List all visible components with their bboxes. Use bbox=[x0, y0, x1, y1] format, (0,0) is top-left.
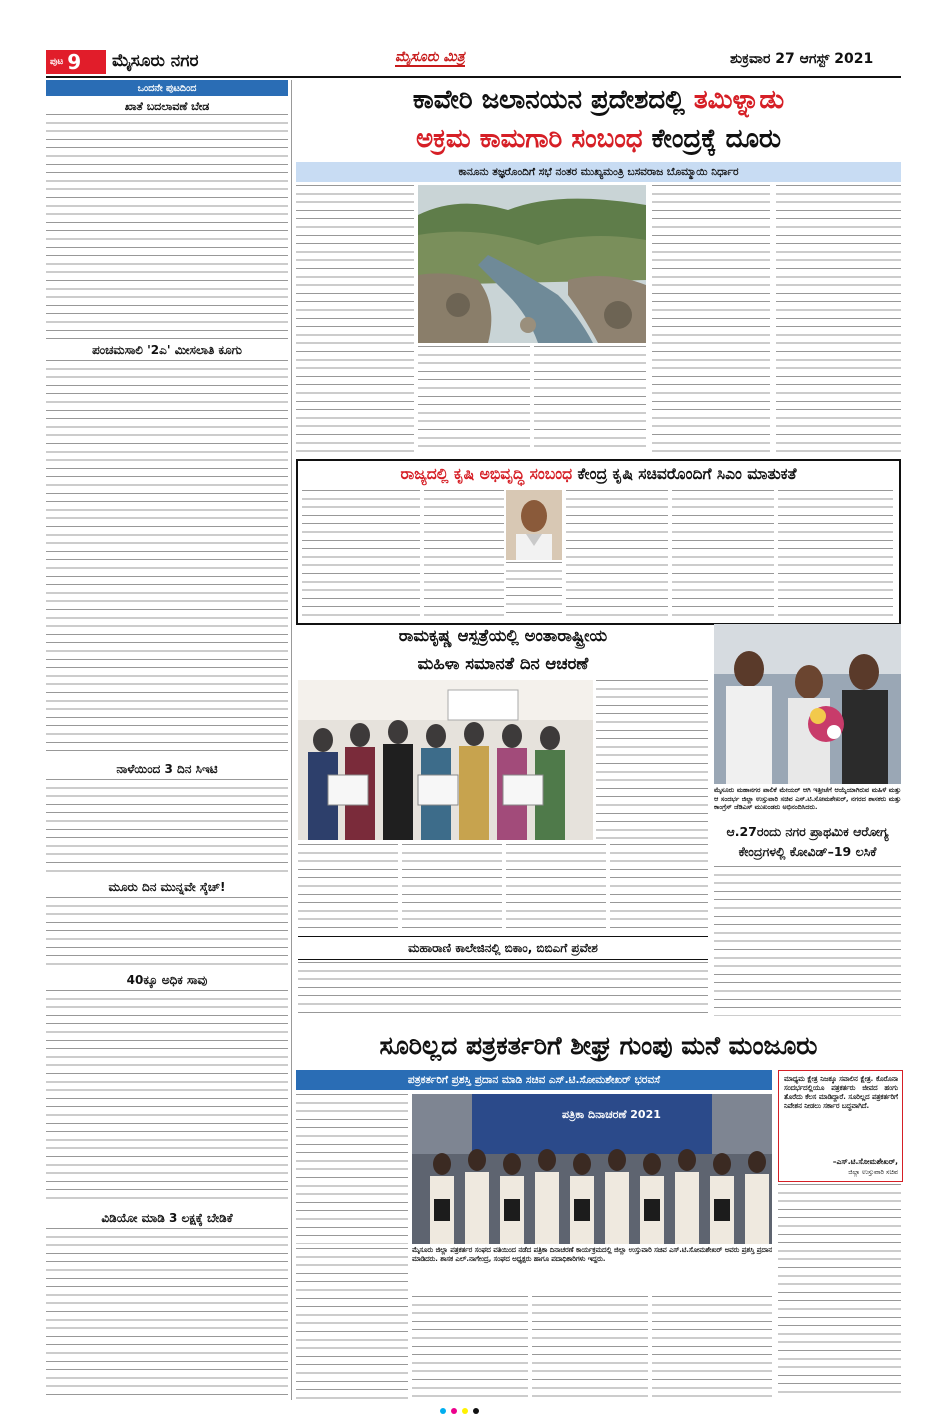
lead-headline-part: ಕಾವೇರಿ ಜಲಾನಯನ ಪ್ರದೇಶದಲ್ಲಿ bbox=[412, 85, 685, 115]
story-headline: ಪಂಚಮಸಾಲಿ '2ಎ' ಮೀಸಲಾತಿ ಕೂಗು bbox=[92, 343, 242, 357]
hospital-headline-line2: ಮಹಿಳಾ ಸಮಾನತೆ ದಿನ ಆಚರಣೆ bbox=[417, 654, 589, 673]
college-story-body bbox=[298, 962, 708, 1018]
agri-story-col6 bbox=[778, 490, 893, 616]
river-photo bbox=[418, 185, 646, 343]
hospital-story-col1 bbox=[596, 680, 708, 840]
lead-headline-highlight: ಅಕ್ರಮ ಕಾಮಗಾರಿ ಸಂಬಂಧ bbox=[416, 124, 643, 154]
agri-story-col1 bbox=[302, 490, 420, 616]
minister-quote-attribution: –ಎಸ್.ಟಿ.ಸೋಮಶೇಖರ್, bbox=[832, 1157, 898, 1166]
continued-label: ಒಂದನೇ ಪುಟದಿಂದ bbox=[137, 82, 197, 94]
journalist-story-col4 bbox=[532, 1296, 648, 1400]
story-body bbox=[46, 1228, 288, 1400]
river-photo-art bbox=[418, 185, 646, 343]
award-ceremony-photo bbox=[412, 1094, 772, 1244]
hospital-story-col2 bbox=[298, 844, 398, 932]
story-body bbox=[46, 990, 288, 1205]
story-body bbox=[46, 114, 288, 339]
print-color-marks bbox=[440, 1408, 510, 1416]
journalist-story-col2 bbox=[296, 1248, 408, 1400]
column-divider bbox=[291, 80, 292, 1400]
story-body bbox=[46, 779, 288, 874]
story-body bbox=[46, 360, 288, 755]
agri-story-col3 bbox=[506, 562, 562, 616]
story-headline: ಮೂರು ದಿನ ಮುನ್ನವೇ ಸ್ಕೆಚ್! bbox=[108, 880, 226, 894]
vaccine-headline-line1: ಆ.27ರಂದು ನಗರ ಪ್ರಾಥಮಿಕ ಆರೋಗ್ಯ bbox=[726, 824, 889, 839]
cm-portrait-art bbox=[506, 490, 562, 560]
lead-subheadline: ಕಾನೂನು ತಜ್ಞರೊಂದಿಗೆ ಸಭೆ ನಂತರ ಮುಖ್ಯಮಂತ್ರಿ ಬಸವರಾಜ ಬೊಮ್ಮಾಯಿ ನಿರ್ಧಾರ bbox=[458, 165, 739, 178]
lead-story-col2 bbox=[418, 346, 530, 454]
award-photo-caption: ಮೈಸೂರು ಜಿಲ್ಲಾ ಪತ್ರಕರ್ತರ ಸಂಘದ ವತಿಯಿಂದ ನಡೆದ ಪತ್ರಿಕಾ ದಿನಾಚರಣೆ ಕಾರ್ಯಕ್ರಮದಲ್ಲಿ ಜಿಲ್ಲಾ ಉಸ್ತುವಾರಿ ಸಚಿವ ಎಸ್.ಟಿ.ಸೋಮಶೇಖರ್ ಅವರು ಪ್ರಶಸ್ತಿ ಪ್ರದಾನ ಮಾಡಿದರು. ಶಾಸಕ ಎಲ್.ನಾಗೇಂದ್ರ, ಸಂಘದ ಅಧ್ಯಕ್ಷರು ಹಾಗೂ ಪದಾಧಿಕಾರಿಗಳು ಇದ್ದರು. bbox=[412, 1246, 772, 1263]
lead-story-col4 bbox=[652, 185, 770, 455]
lead-headline-line2 bbox=[296, 118, 901, 160]
hospital-event-art bbox=[298, 680, 593, 840]
college-headline: ಮಹಾರಾಣಿ ಕಾಲೇಜಿನಲ್ಲಿ ಬಿಕಾಂ, ಬಿಬಿಎಗೆ ಪ್ರವೇಶ bbox=[408, 940, 598, 955]
minister-quote-box bbox=[778, 1070, 903, 1182]
minister-quote-title: ಜಿಲ್ಲಾ ಉಸ್ತುವಾರಿ ಸಚಿವ bbox=[848, 1168, 898, 1176]
college-headline-bar bbox=[298, 936, 708, 960]
vaccine-headline-line2: ಕೇಂದ್ರಗಳಲ್ಲಿ ಕೋವಿಡ್–19 ಲಸಿಕೆ bbox=[738, 844, 877, 859]
masthead-logo: ಮೈಸೂರು ಮಿತ್ರ bbox=[395, 49, 465, 65]
agri-headline bbox=[298, 461, 899, 487]
journalist-subheadline: ಪತ್ರಕರ್ತರಿಗೆ ಪ್ರಶಸ್ತಿ ಪ್ರದಾನ ಮಾಡಿ ಸಚಿವ ಎಸ್.ಟಿ.ಸೋಮಶೇಖರ್ ಭರವಸೆ bbox=[407, 1073, 661, 1086]
lead-subheadline-bar bbox=[296, 162, 901, 182]
continued-label-bar bbox=[46, 80, 288, 96]
hospital-headline-line1: ರಾಮಕೃಷ್ಣ ಆಸ್ಪತ್ರೆಯಲ್ಲಿ ಅಂತಾರಾಷ್ಟ್ರೀಯ bbox=[398, 626, 608, 645]
journalist-story-col1 bbox=[296, 1094, 408, 1244]
agri-headline-part: ಕೇಂದ್ರ ಕೃಷಿ ಸಚಿವರೊಂದಿಗೆ ಸಿಎಂ ಮಾತುಕತೆ bbox=[577, 465, 797, 483]
header-rule bbox=[46, 76, 901, 78]
mayor-felicitation-art bbox=[714, 624, 901, 784]
hospital-event-photo bbox=[298, 680, 593, 840]
agri-story-col2 bbox=[424, 490, 504, 616]
story-body bbox=[46, 897, 288, 969]
vaccine-story-body bbox=[714, 866, 901, 1016]
agri-headline-highlight: ರಾಜ್ಯದಲ್ಲಿ ಕೃಷಿ ಅಭಿವೃದ್ಧಿ ಸಂಬಂಧ bbox=[400, 465, 573, 483]
issue-date: ಶುಕ್ರವಾರ 27 ಆಗಸ್ಟ್ 2021 bbox=[730, 51, 874, 67]
lead-headline-highlight: ತಮಿಳ್ನಾಡು bbox=[693, 85, 785, 115]
lead-headline-part: ಕೇಂದ್ರಕ್ಕೆ ದೂರು bbox=[651, 124, 781, 154]
lead-story-col3 bbox=[534, 346, 646, 454]
journalist-story-col5 bbox=[652, 1296, 772, 1400]
minister-quote-text: ಮಾಧ್ಯಮ ಕ್ಷೇತ್ರ ನಿಜಕ್ಕೂ ಸವಾಲಿನ ಕ್ಷೇತ್ರ. ಕೊರೊನಾ ಸಂದರ್ಭದಲ್ಲಿಯೂ ಪತ್ರಕರ್ತರು ಜೀವದ ಹಂಗು ತೊರೆದು ಕೆಲಸ ಮಾಡಿದ್ದಾರೆ. ಸೂರಿಲ್ಲದ ಪತ್ರಕರ್ತರಿಗೆ ನಿವೇಶನ ನೀಡಲು ಸರ್ಕಾರ ಬದ್ಧವಾಗಿದೆ. bbox=[784, 1075, 898, 1110]
journalist-story-col6 bbox=[778, 1184, 901, 1400]
page-number-box bbox=[46, 50, 106, 74]
award-banner-text: ಪತ್ರಿಕಾ ದಿನಾಚರಣೆ 2021 bbox=[562, 1108, 661, 1121]
page-number: 9 bbox=[67, 50, 82, 74]
lead-story-col5 bbox=[776, 185, 901, 455]
hospital-story-col3 bbox=[402, 844, 502, 932]
lead-headline-line1 bbox=[296, 80, 901, 120]
story-headline: ವಿಡಿಯೋ ಮಾಡಿ 3 ಲಕ್ಷಕ್ಕೆ ಬೇಡಿಕೆ bbox=[101, 1211, 233, 1225]
hospital-story-col5 bbox=[610, 844, 708, 932]
agri-story-col5 bbox=[672, 490, 774, 616]
page-label: ಪುಟ bbox=[50, 57, 64, 67]
journalist-story-col3 bbox=[412, 1296, 528, 1400]
story-headline: ನಾಳೆಯಿಂದ 3 ದಿನ ಸಿಇಟಿ bbox=[116, 762, 218, 776]
mayor-photo-caption: ಮೈಸೂರು ಮಹಾನಗರ ಪಾಲಿಕೆ ಮೇಯರ್ ಆಗಿ ಇತ್ತೀಚೆಗೆ ಆಯ್ಕೆಯಾಗಿರುವ ಮಹಿಳೆ ಮತ್ತು ಆ ಸಂದರ್ಭ ಜಿಲ್ಲಾ ಉಸ್ತುವಾರಿ ಸಚಿವ ಎಸ್.ಟಿ.ಸೋಮಶೇಖರ್, ನಗರದ ಶಾಸಕರು ಮತ್ತು ಕಾಂಗ್ರೆಸ್ ಜೆಡಿಎಸ್ ಮುಖಂಡರು ಅಭಿನಂದಿಸಿದರು. bbox=[714, 786, 901, 811]
agri-story-col4 bbox=[566, 490, 668, 616]
lead-story-col1 bbox=[296, 185, 414, 455]
story-headline: ಖಾತೆ ಬದಲಾವಣೆ ಬೇಡ bbox=[124, 100, 210, 113]
hospital-story-col4 bbox=[506, 844, 606, 932]
mayor-felicitation-photo bbox=[714, 624, 901, 784]
cm-portrait-photo bbox=[506, 490, 562, 560]
journalist-subheadline-bar bbox=[296, 1070, 772, 1090]
journalist-headline: ಸೂರಿಲ್ಲದ ಪತ್ರಕರ್ತರಿಗೆ ಶೀಘ್ರ ಗುಂಪು ಮನೆ ಮಂಜೂರು bbox=[379, 1031, 818, 1060]
section-title: ಮೈಸೂರು ನಗರ bbox=[112, 51, 199, 71]
story-headline: 40ಕ್ಕೂ ಅಧಿಕ ಸಾವು bbox=[126, 973, 208, 987]
